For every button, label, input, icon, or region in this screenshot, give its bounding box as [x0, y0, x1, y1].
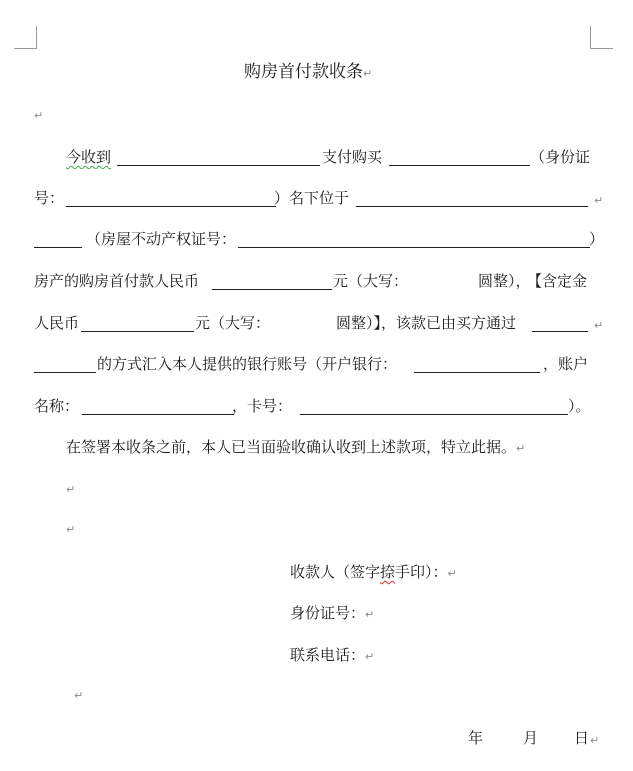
payment-method-blank[interactable] [532, 331, 588, 332]
date-year: 年 [468, 729, 484, 747]
date-line [0, 727, 633, 751]
property-cert-label: （房屋不动产权证号： [86, 230, 237, 248]
yuan-capital-label: 元（大写： [333, 272, 409, 290]
payer-name-blank[interactable] [117, 165, 320, 166]
top-right-corner-mark [590, 26, 613, 49]
property-cert-blank[interactable] [238, 247, 590, 248]
document-title: 购房首付款收条↵ [244, 62, 373, 82]
buyer-name-blank[interactable] [389, 165, 530, 166]
paragraph-mark: ↵ [74, 689, 84, 702]
card-number-blank[interactable] [300, 414, 568, 415]
body-line-5 [0, 312, 633, 344]
down-payment-label: 房产的购房首付款人民币 [34, 272, 200, 290]
statement-paragraph: 在签署本收条之前，本人已当面验收确认收到上述款项，特立此据。↵ [66, 438, 526, 456]
phone-line: 联系电话：↵ [290, 646, 375, 664]
bank-transfer-label: 的方式汇入本人提供的银行账号（开户银行： [97, 355, 398, 373]
id-card-label: （身份证 [530, 148, 591, 166]
body-line-2 [0, 187, 633, 219]
id-number-line: 身份证号：↵ [290, 604, 375, 622]
account-label: ，账户 [543, 355, 589, 373]
body-line-3 [0, 228, 633, 260]
amount-figure-blank[interactable] [212, 289, 332, 290]
body-line-6 [0, 353, 633, 385]
paragraph-mark: ↵ [590, 734, 600, 747]
deposit-capital-label: 元（大写： [195, 314, 271, 332]
rmb-label: 人民币 [34, 314, 80, 332]
received-from-label: 今收到 [66, 148, 112, 166]
paragraph-mark: ↵ [34, 109, 44, 122]
paragraph-mark: ↵ [594, 319, 604, 332]
yuan-whole-label: 圆整）， [478, 272, 531, 290]
paragraph-mark: ↵ [594, 194, 604, 207]
paragraph-mark: ↵ [66, 483, 76, 496]
location-blank[interactable] [356, 206, 588, 207]
bank-name-blank[interactable] [414, 372, 540, 373]
deposit-figure-blank[interactable] [81, 331, 194, 332]
top-left-corner-mark [14, 26, 37, 49]
deposit-included-label: 【含定金 [527, 272, 588, 290]
payment-method-blank-cont[interactable] [34, 372, 96, 373]
receiver-signature-line: 收款人（签字捺手印）：↵ [290, 563, 457, 581]
body-line-7 [0, 395, 633, 427]
body-line-4 [0, 270, 633, 302]
paragraph-mark: ↵ [66, 523, 76, 536]
located-under-label: ）名下位于 [274, 189, 350, 207]
card-number-label: ，卡号： [232, 397, 293, 415]
account-name-label: 名称： [34, 397, 80, 415]
body-line-1 [0, 146, 633, 178]
account-name-blank[interactable] [82, 414, 234, 415]
id-number-label: 号： [34, 189, 65, 207]
close-paren: ） [589, 230, 605, 248]
purchase-label: 支付购买 [322, 148, 383, 166]
location-blank-cont[interactable] [34, 247, 82, 248]
date-month: 月 [523, 729, 539, 747]
paid-via-label: 圆整）】，该款已由买方通过 [336, 314, 517, 332]
id-number-blank[interactable] [66, 206, 276, 207]
closing-paren: ）。 [568, 397, 591, 415]
date-day: 日 [574, 729, 590, 747]
